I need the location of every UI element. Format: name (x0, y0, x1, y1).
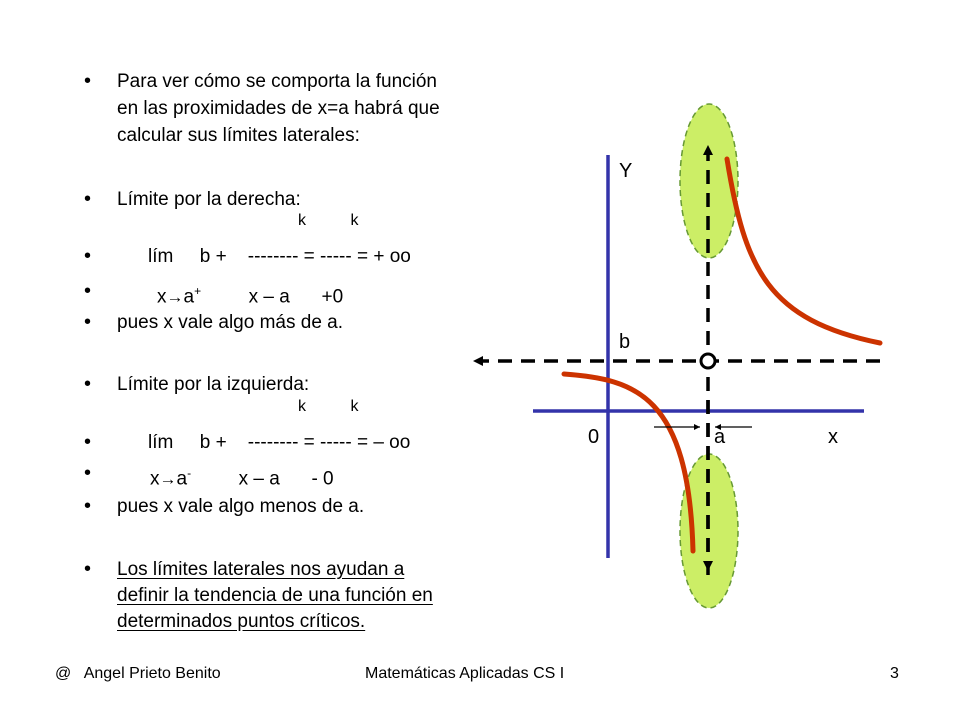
bullet-dot: • (84, 188, 92, 210)
footer-course: Matemáticas Aplicadas CS I (365, 665, 565, 682)
var-x: x (157, 286, 167, 308)
intro-line-3: calcular sus límites laterales: (117, 125, 360, 146)
bullet-dot: • (84, 373, 92, 395)
y-axis-label: Y (619, 160, 633, 182)
point-a-b (701, 354, 715, 368)
conclusion-line-1: Los límites laterales nos ayudan a (117, 559, 405, 580)
left-branch-curve (564, 374, 693, 551)
bullet-dot: • (84, 462, 92, 484)
conclusion-line-3: determinados puntos críticos. (117, 611, 366, 632)
right-limit-title: Límite por la derecha: (117, 189, 301, 210)
conclusion-line-2: definir la tendencia de una función en (117, 585, 433, 606)
right-arrow-icon: → (159, 469, 177, 489)
bullet-dot: • (84, 280, 92, 302)
right-limit-expression: lím b + -------- = ----- = + oo (148, 246, 411, 267)
bullet-dot: • (84, 70, 92, 92)
var-x: x (150, 468, 160, 490)
right-denominator-row: x – a +0 (201, 286, 344, 308)
b-label: b (619, 331, 631, 353)
x-axis-label: x (828, 426, 838, 448)
a-label: a (714, 426, 726, 448)
bullet-dot: • (84, 431, 92, 453)
left-limit-expression: lím b + -------- = ----- = – oo (148, 432, 411, 453)
right-limit-note: pues x vale algo más de a. (117, 312, 344, 333)
intro-line-1: Para ver cómo se comporta la función (117, 71, 437, 92)
left-limit-note: pues x vale algo menos de a. (117, 496, 365, 517)
right-branch-curve (727, 159, 880, 343)
left-limit-title: Límite por la izquierda: (117, 374, 310, 395)
right-k-row: k k (298, 212, 359, 229)
minus-superscript: - (187, 466, 192, 480)
origin-label: 0 (588, 426, 600, 448)
footer-page-number: 3 (890, 665, 899, 682)
left-denominator-row: x – a - 0 (191, 468, 334, 490)
var-a: a (183, 286, 195, 308)
bullet-dot: • (84, 495, 92, 517)
approach-arrowhead-icon (694, 424, 700, 430)
footer-author: @ Angel Prieto Benito (55, 665, 221, 682)
bullet-dot: • (84, 245, 92, 267)
bullet-dot: • (84, 558, 92, 580)
plus-superscript: + (194, 284, 202, 298)
left-k-row: k k (298, 398, 359, 415)
bullet-dot: • (84, 311, 92, 333)
intro-line-2: en las proximidades de x=a habrá que (117, 98, 440, 119)
right-arrow-icon: → (166, 287, 184, 307)
var-a: a (176, 468, 188, 490)
